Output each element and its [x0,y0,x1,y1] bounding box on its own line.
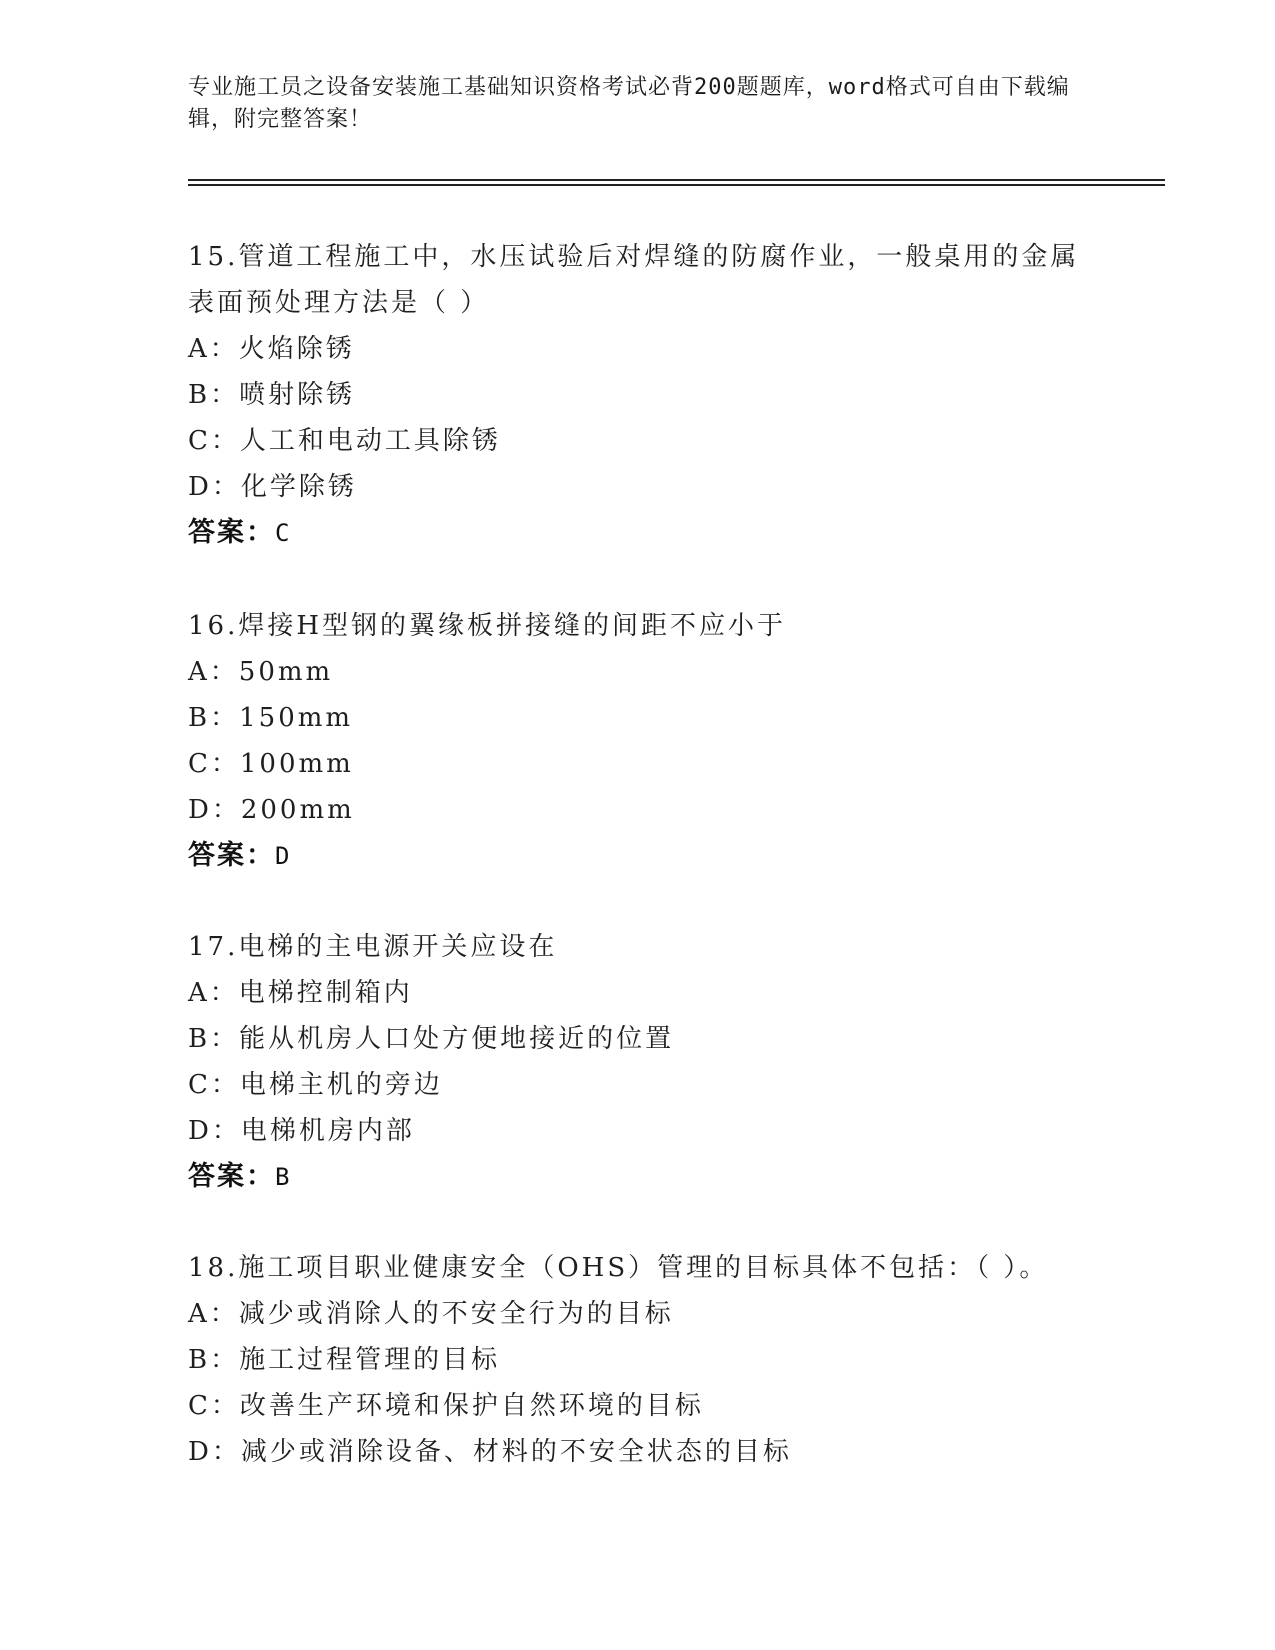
question-18 [188,1245,1088,1475]
answer-line [188,510,1088,556]
option-b: B：施工过程管理的目标 [188,1345,501,1375]
question-17 [188,924,1088,1200]
option-c: C：改善生产环境和保护自然环境的目标 [188,1391,704,1421]
header-divider-line [188,179,1165,181]
answer-value: C [275,519,292,547]
answer-line [188,1154,1088,1200]
answer-value: D [275,842,292,870]
option-a: A：50mm [188,657,334,687]
option-c: C：人工和电动工具除锈 [188,426,501,456]
answer-line [188,833,1088,879]
option-d: D：减少或消除设备、材料的不安全状态的目标 [188,1437,792,1467]
question-title: 18.施工项目职业健康安全（OHS）管理的目标具体不包括：（ ）。 [188,1253,1049,1283]
question-title: 16.焊接H型钢的翼缘板拼接缝的间距不应小于 [188,611,787,641]
option-b: B：150mm [188,703,354,733]
option-d: D：电梯机房内部 [188,1116,415,1146]
question-title: 15.管道工程施工中，水压试验后对焊缝的防腐作业，一般桌用的金属表面预处理方法是（ ） [188,242,1080,318]
option-c: C：100mm [188,749,354,779]
option-b: B：喷射除锈 [188,380,356,410]
question-title: 17.电梯的主电源开关应设在 [188,932,558,962]
option-a: A：减少或消除人的不安全行为的目标 [188,1299,674,1329]
option-d: D：200mm [188,795,355,825]
answer-label: 答案： [188,517,275,548]
answer-value: B [275,1163,292,1191]
option-b: B：能从机房人口处方便地接近的位置 [188,1024,675,1054]
option-a: A：火焰除锈 [188,334,355,364]
answer-label: 答案： [188,840,275,871]
question-16 [188,603,1088,879]
header-divider-line-double [188,184,1165,186]
option-c: C：电梯主机的旁边 [188,1070,443,1100]
question-15 [188,234,1088,556]
option-d: D：化学除锈 [188,472,357,502]
answer-label: 答案： [188,1161,275,1192]
document-header: 专业施工员之设备安装施工基础知识资格考试必背200题题库，word格式可自由下载编辑，附完整答案！ [188,75,1070,132]
option-a: A：电梯控制箱内 [188,978,413,1008]
